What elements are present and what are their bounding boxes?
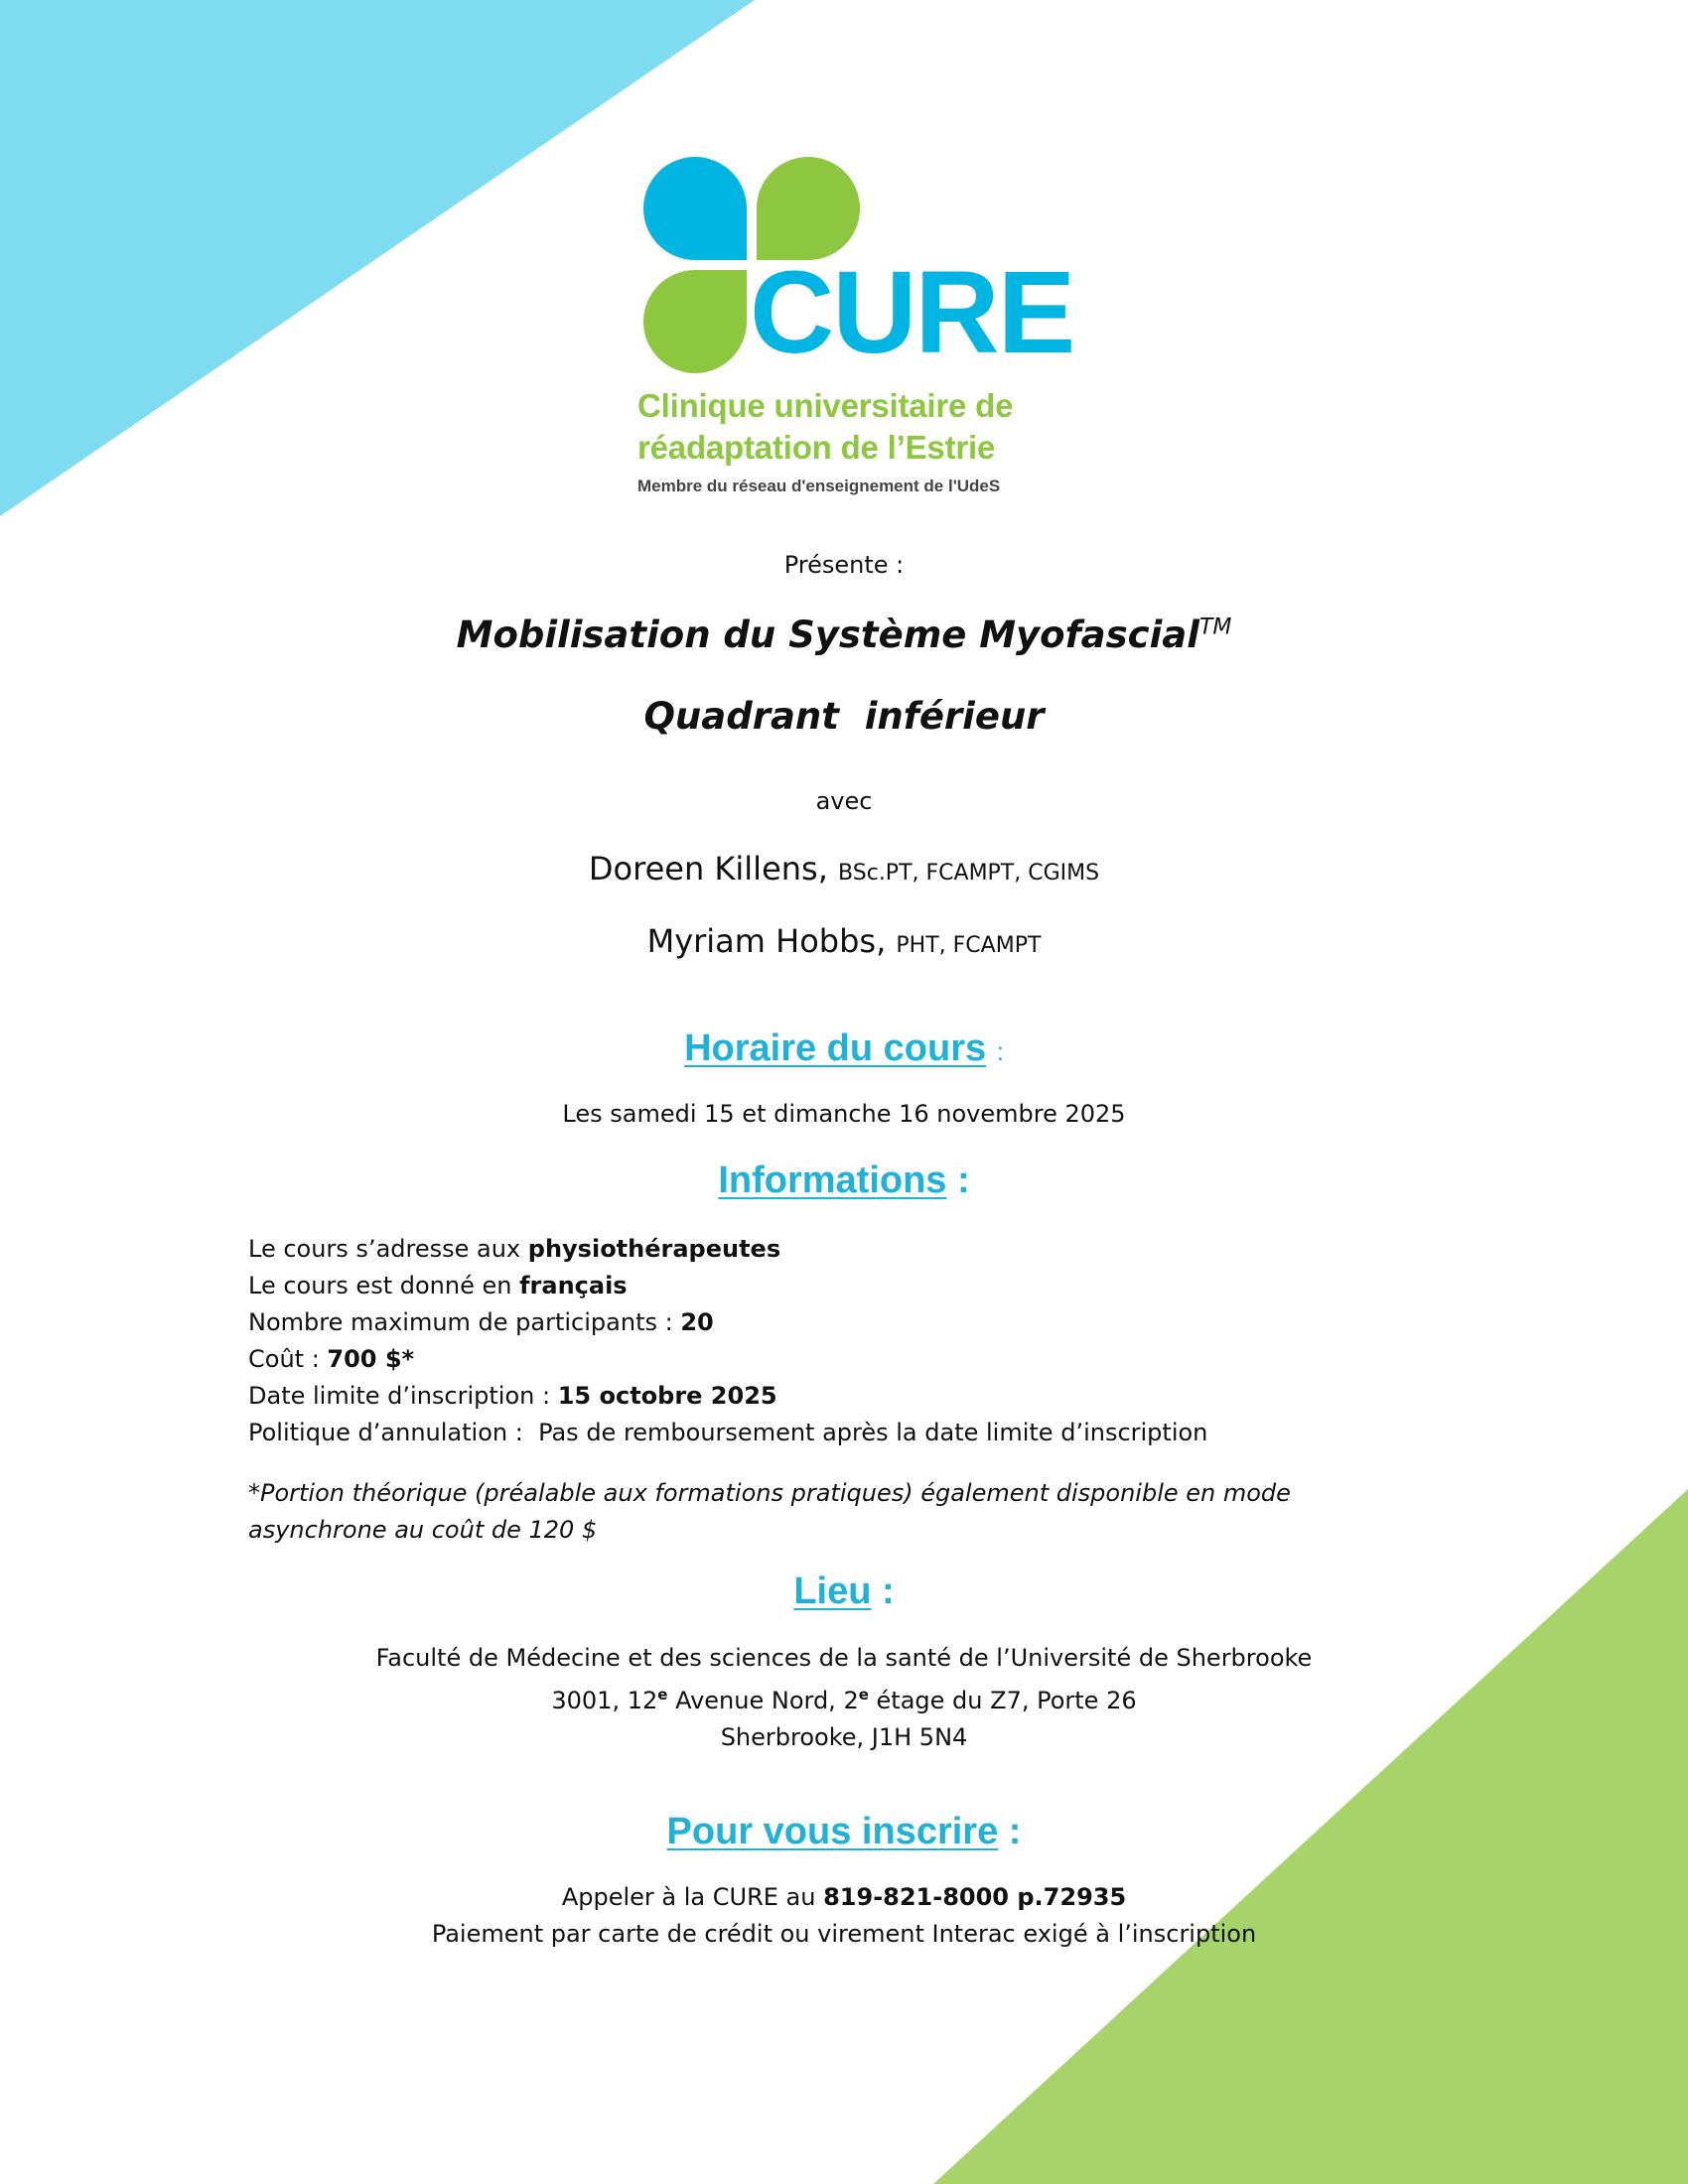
trademark-mark: TM (1198, 614, 1232, 640)
info-label: Coût : (248, 1345, 328, 1373)
inscrire-heading-colon: : (1008, 1811, 1022, 1852)
info-label: Le cours est donné en (248, 1272, 520, 1299)
horaire-dates: Les samedi 15 et dimanche 16 novembre 2025 (562, 1100, 1126, 1128)
info-value: français (519, 1272, 628, 1299)
info-item-max-participants (248, 1304, 1207, 1341)
info-item-deadline (248, 1378, 1207, 1415)
info-label: Nombre maximum de participants : (248, 1308, 681, 1336)
logo-subtitle-line1: Clinique universitaire de (637, 387, 1014, 424)
phone-line (0, 1879, 1688, 1916)
instructor-2-credentials: PHT, FCAMPT (896, 933, 1042, 958)
inscrire-heading (0, 1811, 1688, 1853)
informations-heading-colon: : (957, 1160, 970, 1201)
logo-word: CURE (750, 247, 1074, 378)
ordinal-sup: e (858, 1686, 869, 1704)
presente-label: Présente : (783, 551, 905, 579)
info-value: physiothérapeutes (527, 1235, 781, 1263)
address-line1: Faculté de Médecine et des sciences de la santé de l’Université de Sherbrooke (375, 1644, 1313, 1672)
informations-heading (0, 1160, 1688, 1202)
horaire-heading-text: Horaire du cours (684, 1027, 987, 1069)
info-label: Politique d’annulation : Pas de remboursement après la date limite d’inscription (248, 1419, 1208, 1446)
lieu-address (0, 1640, 1688, 1756)
course-subtitle: Quadrant inférieur (643, 695, 1045, 738)
info-value: 20 (680, 1308, 714, 1336)
avec-label: avec (815, 787, 873, 815)
ordinal-sup: e (657, 1686, 668, 1704)
course-title (0, 614, 1688, 656)
logo-tagline: Membre du réseau d'enseignement de l'UdeS (637, 477, 1001, 495)
logo-subtitle-line2: réadaptation de l’Estrie (637, 429, 996, 466)
address-line2 (0, 1677, 1688, 1719)
horaire-heading (0, 1027, 1688, 1070)
lieu-heading (0, 1570, 1688, 1613)
inscrire-heading-text: Pour vous inscrire (666, 1811, 999, 1852)
informations-heading-text: Informations (718, 1160, 947, 1201)
informations-list (248, 1231, 1207, 1451)
info-item-language (248, 1268, 1207, 1304)
info-label: Date limite d’inscription : (248, 1382, 558, 1410)
instructor-1-credentials: BSc.PT, FCAMPT, CGIMS (838, 861, 1100, 886)
info-value: 700 $* (327, 1345, 415, 1373)
theory-note (248, 1475, 1291, 1549)
theory-note-line2: asynchrone au coût de 120 $ (248, 1516, 598, 1544)
address-line3: Sherbrooke, J1H 5N4 (720, 1723, 968, 1751)
instructor-2 (0, 922, 1688, 960)
address-part: 3001, 12 (551, 1687, 658, 1714)
instructor-1 (0, 850, 1688, 887)
lieu-heading-text: Lieu (793, 1570, 872, 1612)
instructor-1-name: Doreen Killens, (588, 850, 828, 887)
info-item-audience (248, 1231, 1207, 1268)
lieu-heading-colon: : (882, 1570, 895, 1612)
theory-note-line1: *Portion théorique (préalable aux formations pratiques) également disponible en mode (248, 1479, 1291, 1507)
info-label: Le cours s’adresse aux (248, 1235, 528, 1263)
address-part: étage du Z7, Porte 26 (868, 1687, 1137, 1714)
instructor-2-name: Myriam Hobbs, (646, 922, 887, 960)
inscrire-details (0, 1879, 1688, 1953)
horaire-heading-colon: : (996, 1036, 1004, 1066)
address-part: Avenue Nord, 2 (667, 1687, 859, 1714)
payment-line: Paiement par carte de crédit ou virement Interac exigé à l’inscription (431, 1920, 1257, 1948)
info-item-cost (248, 1341, 1207, 1378)
phone-number: 819-821-8000 (823, 1883, 1010, 1911)
phone-extension: p.72935 (1009, 1883, 1127, 1911)
course-title-text: Mobilisation du Système Myofascial (456, 614, 1199, 656)
info-value: 15 octobre 2025 (557, 1382, 777, 1410)
info-item-cancellation (248, 1415, 1207, 1451)
phone-label: Appeler à la CURE au (561, 1883, 824, 1911)
